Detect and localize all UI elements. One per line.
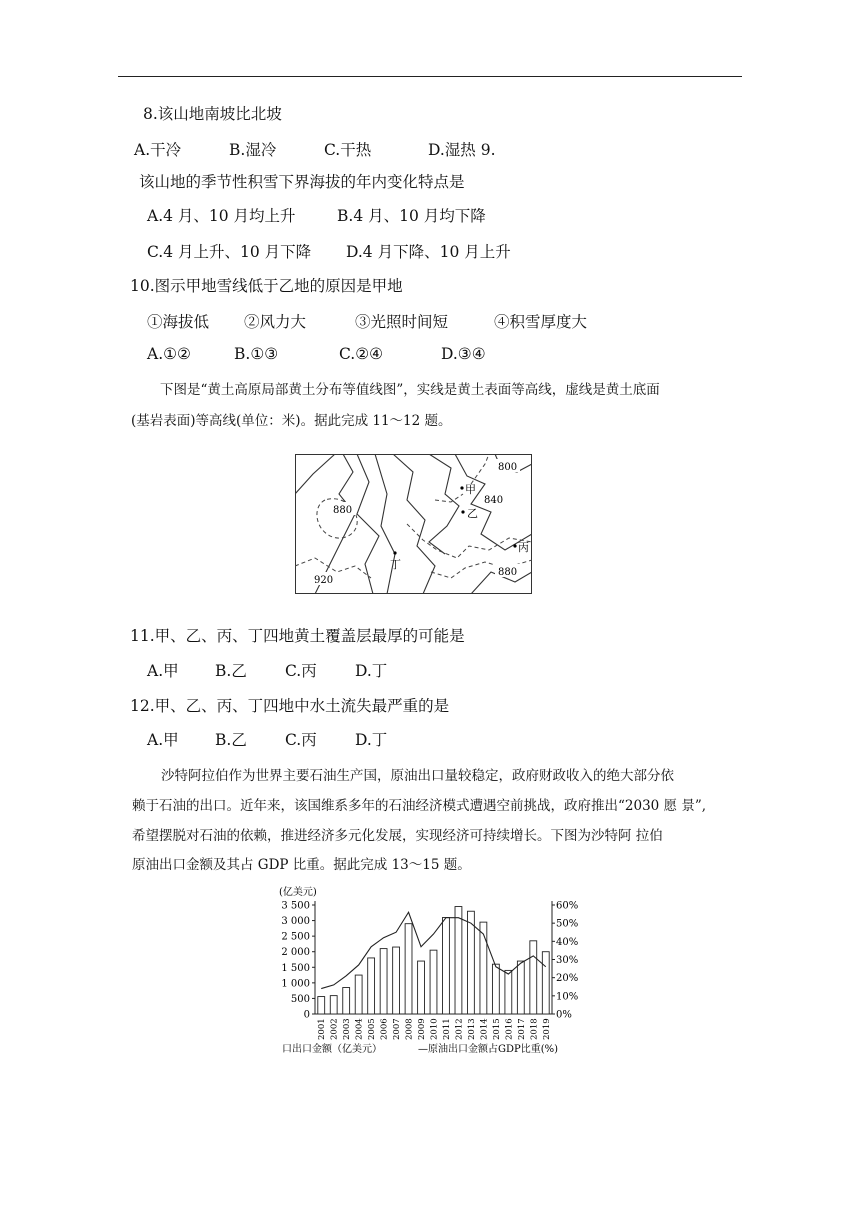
right-tick-label: 40% [556,936,579,948]
contour-label-880-left: 880 [333,505,353,516]
x-tick-label: 2013 [466,1018,477,1040]
contour-label-840: 840 [484,495,504,506]
q11-option-a[interactable]: A.甲 [147,662,179,680]
bar-2017 [517,961,524,1014]
contour-label-880-right: 880 [498,567,518,578]
bar-2019 [542,952,549,1014]
passage2-line3: 希望摆脱对石油的依赖，推进经济多元化发展，实现经济可持续增长。下图为沙特阿 拉伯 [132,828,663,844]
bar-2008 [405,924,412,1014]
right-tick-label: 20% [556,973,579,985]
chart-left-axis-label: (亿美元) [279,887,317,898]
place-label-bing: 丙 [518,541,529,554]
left-tick-label: 1 000 [281,978,310,990]
q9-stem: 该山地的季节性积雪下界海拔的年内变化特点是 [139,173,465,191]
right-tick-label: 0% [556,1009,572,1021]
contour-label-920: 920 [314,575,334,586]
q8-option-c[interactable]: C.干热 [324,141,372,159]
bar-2003 [343,988,350,1014]
q9-option-d[interactable]: D.4 月下降、10 月上升 [346,243,511,261]
q9-option-a[interactable]: A.4 月、10 月均上升 [147,207,296,225]
passage1-line1: 下图是“黄土高原局部黄土分布等值线图”，实线是黄土表面等高线，虚线是黄土底面 [160,382,660,398]
x-tick-label: 2017 [516,1018,527,1040]
q10-option-c[interactable]: C.②④ [339,345,384,363]
x-tick-label: 2002 [329,1018,340,1040]
passage1-line2: (基岩表面)等高线(单位：米)。据此完成 11～12 题。 [131,413,452,429]
x-tick-label: 2012 [454,1018,465,1040]
place-marker-yi [461,510,464,513]
left-tick-label: 0 [303,1009,310,1021]
q11-option-d[interactable]: D.丁 [355,662,388,680]
bar-2013 [467,911,474,1014]
q8-option-a[interactable]: A.干冷 [134,141,182,159]
bar-2004 [355,975,362,1014]
header-rule [118,76,742,77]
q12-option-c[interactable]: C.丙 [285,731,317,749]
place-marker-jia [460,486,463,489]
chart-svg [262,880,592,1060]
q12-option-a[interactable]: A.甲 [147,731,179,749]
right-tick-label: 60% [556,900,579,912]
x-tick-label: 2006 [379,1018,390,1040]
bar-2001 [318,997,325,1014]
right-tick-label: 50% [556,918,579,930]
place-label-jia: 甲 [465,483,476,496]
bar-2005 [368,958,375,1014]
bar-2015 [492,964,499,1014]
passage2-line2: 赖于石油的出口。近年来，该国维系多年的石油经济模式遭遇空前挑战，政府推出“2030 愿 景”, [132,798,707,814]
place-label-yi: 乙 [467,507,478,520]
q10-option-d[interactable]: D.③④ [441,345,486,363]
place-marker-ding [393,551,396,554]
loess-contour-map [295,454,532,594]
q10-option-a[interactable]: A.①② [147,345,191,363]
q11-stem: 11.甲、乙、丙、丁四地黄土覆盖层最厚的可能是 [130,627,465,645]
q9-option-c[interactable]: C.4 月上升、10 月下降 [147,243,312,261]
left-tick-label: 3 500 [281,900,310,912]
bar-2011 [443,917,450,1014]
q8-option-b[interactable]: B.湿冷 [229,141,277,159]
bar-2016 [505,970,512,1014]
q10-stem: 10.图示甲地雪线低于乙地的原因是甲地 [130,277,403,295]
place-marker-bing [513,544,516,547]
bar-2018 [530,941,537,1014]
bar-2007 [393,947,400,1014]
q12-option-b[interactable]: B.乙 [215,731,247,749]
contour-label-800: 800 [498,462,518,473]
q10-item-1: ①海拔低 [147,313,210,331]
q10-item-3: ③光照时间短 [355,313,449,331]
q10-item-4: ④积雪厚度大 [494,313,588,331]
q10-option-b[interactable]: B.①③ [234,345,279,363]
q10-item-2: ②风力大 [244,313,307,331]
x-tick-label: 2004 [354,1018,365,1040]
left-tick-label: 3 000 [281,916,310,928]
x-tick-label: 2016 [504,1018,515,1040]
bar-2002 [330,996,337,1014]
bar-2010 [430,950,437,1014]
left-tick-label: 1 500 [281,962,310,974]
x-tick-label: 2018 [529,1018,540,1040]
passage2-line4: 原油出口金额及其占 GDP 比重。据此完成 13～15 题。 [132,857,471,873]
x-tick-label: 2019 [541,1018,552,1040]
q11-option-b[interactable]: B.乙 [215,662,247,680]
x-tick-label: 2005 [367,1018,378,1040]
q12-option-d[interactable]: D.丁 [355,731,388,749]
right-tick-label: 10% [556,991,579,1003]
q12-stem: 12.甲、乙、丙、丁四地中水土流失最严重的是 [130,697,450,715]
x-tick-label: 2001 [317,1018,328,1040]
legend-line-label: —原油出口金额占GDP比重(%) [418,1044,559,1055]
x-tick-label: 2007 [392,1018,403,1040]
legend-bar-label: 口出口金额（亿美元） [282,1044,382,1055]
left-tick-label: 2 500 [281,931,310,943]
bar-2006 [380,949,387,1014]
contour-map-svg [295,454,532,594]
bar-2012 [455,907,462,1014]
q8-option-d[interactable]: D.湿热 9. [428,141,496,159]
bar-2009 [418,961,425,1014]
x-tick-label: 2011 [441,1018,452,1040]
right-tick-label: 30% [556,955,579,966]
saudi-oil-export-chart [262,880,592,1060]
place-label-ding: 丁 [390,558,401,571]
x-tick-label: 2015 [491,1018,502,1040]
passage2-line1: 沙特阿拉伯作为世界主要石油生产国，原油出口量较稳定，政府财政收入的绝大部分依 [161,768,674,784]
left-tick-label: 500 [290,993,310,1005]
x-tick-label: 2010 [429,1018,440,1040]
q11-option-c[interactable]: C.丙 [285,662,317,680]
x-tick-label: 2008 [404,1018,415,1040]
left-tick-label: 2 000 [281,947,310,959]
x-tick-label: 2014 [479,1018,490,1040]
x-tick-label: 2003 [342,1018,353,1040]
q9-option-b[interactable]: B.4 月、10 月均下降 [337,207,486,225]
bar-2014 [480,922,487,1014]
x-tick-label: 2009 [417,1018,428,1040]
q8-stem: 8.该山地南坡比北坡 [143,105,282,123]
